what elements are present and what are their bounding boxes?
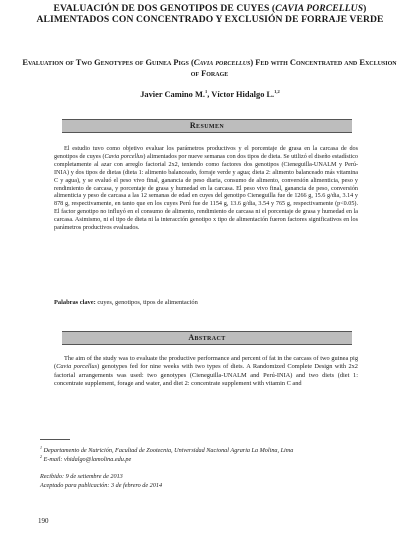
resumen-species: Cavia porcellus xyxy=(104,153,144,160)
abstract-text xyxy=(54,355,358,389)
title-es-post: ) ALIMENTADOS CON CONCENTRADO Y EXCLUSIÓN DE FORRAJE VERDE xyxy=(36,3,384,25)
resumen-text xyxy=(54,146,358,233)
abstract-heading: Abstract xyxy=(62,331,352,345)
footnote-rule xyxy=(40,439,70,440)
title-english xyxy=(22,57,397,79)
author-line xyxy=(40,89,380,99)
title-spanish xyxy=(30,3,390,25)
title-es-species: CAVIA PORCELLUS xyxy=(275,3,364,14)
author-2-affiliation: 1,2 xyxy=(274,89,280,94)
abstract-part-2: ) genotypes fed for nine weeks with two types of diets. A Randomized Complete Design with 2x2 factorial arrangements was used: two genotypes (Cieneguilla-UNALM and Perú-INIA) and two diets (diet 1: concentrate supplement, forage and water, and diet 2: concentrate supplement with vitamin C and xyxy=(54,363,358,388)
footnote-1-marker: 1 xyxy=(40,445,42,450)
footnote-2-marker: 2 xyxy=(40,454,42,459)
title-en-pre: Evaluation of Two Genotypes of Guinea Pigs ( xyxy=(22,58,194,67)
title-en-post: ) Fed with Concentrated and Exclusion of Forage xyxy=(190,58,397,78)
author-separator: , xyxy=(207,89,212,99)
keywords xyxy=(54,299,358,307)
author-1: Javier Camino M. xyxy=(140,89,205,99)
author-1-affiliation: 1 xyxy=(204,89,208,94)
page-number: 190 xyxy=(38,517,49,525)
resumen-heading: Resumen xyxy=(62,119,352,133)
keywords-text: cuyes, genotipos, tipos de alimentación xyxy=(95,299,198,306)
title-en-species: Cavia porcellus xyxy=(193,58,251,67)
keywords-label: Palabras clave: xyxy=(54,299,96,306)
abstract-species: Cavia porcellus xyxy=(56,363,98,371)
footnote-2-text: E-mail: vhidalgo@lamolina.edu.pe xyxy=(42,456,132,464)
footnote-1-text: Departamento de Nutrición, Facultad de Zootecnia, Universidad Nacional Agraria La Molina, Lima xyxy=(42,447,294,455)
resumen-part-1: El estudio tuvo como objetivo evaluar los parámetros productivos y el porcentaje de grasa en la carcasa de dos genotipos de cuyes ( xyxy=(54,146,358,160)
title-es-pre: EVALUACIÓN DE DOS GENOTIPOS DE CUYES ( xyxy=(53,3,276,14)
resumen-part-2: ) alimentados por nueve semanas con dos tipos de dieta. Se utilizó el diseño estadístico completamente al azar con arreglo factorial 2x2, teniendo como factores dos genotipos (Cieneguilla-UNALM y Perú-INIA) y dos tipos de dietas (dieta 1: alimento balanceado, forraje verde y agua; dieta 2: alimento balanceado más vitamina C y agua), y se evaluó el peso vivo final, ganancia de peso diaria, consumo de alimento, conversión alimenticia, peso y rendimiento de carcasa, y porcentaje de grasa y humedad en la carcasa. El peso vivo final, ganancia de peso, conversión alimenticia y peso de carcasa a las 12 semanas de edad en cuyes del genotipo Cieneguilla fue de 1266 g, 15.6 g/dia, 3.14 y 878 g, respectivamente, en tanto que en los cuyes Perú fue de 1154 g, 13.6 g/dia, 3.54 y 765 g, respectivamente (p<0.05). El factor genotipo no influyó en el consumo de alimento, rendimiento de carcasa ni el porcentaje de grasa y humedad en la carcasa. Asimismo, ni el tipo de dieta ni la interacción genotipo x tipo de alimentación fueron factores significativos en los parámetros productivos evaluados. xyxy=(54,153,358,232)
footnote-email xyxy=(40,453,376,464)
author-2: Víctor Hidalgo L. xyxy=(211,89,275,99)
received-date: Recibido: 9 de setiembre de 2013 xyxy=(40,473,123,480)
abstract-part-1: The aim of the study was to evaluate the productive performance and percent of fat in the carcass of two guinea pig ( xyxy=(54,355,358,371)
accepted-date: Aceptado para publicación: 3 de febrero de 2014 xyxy=(40,482,163,489)
